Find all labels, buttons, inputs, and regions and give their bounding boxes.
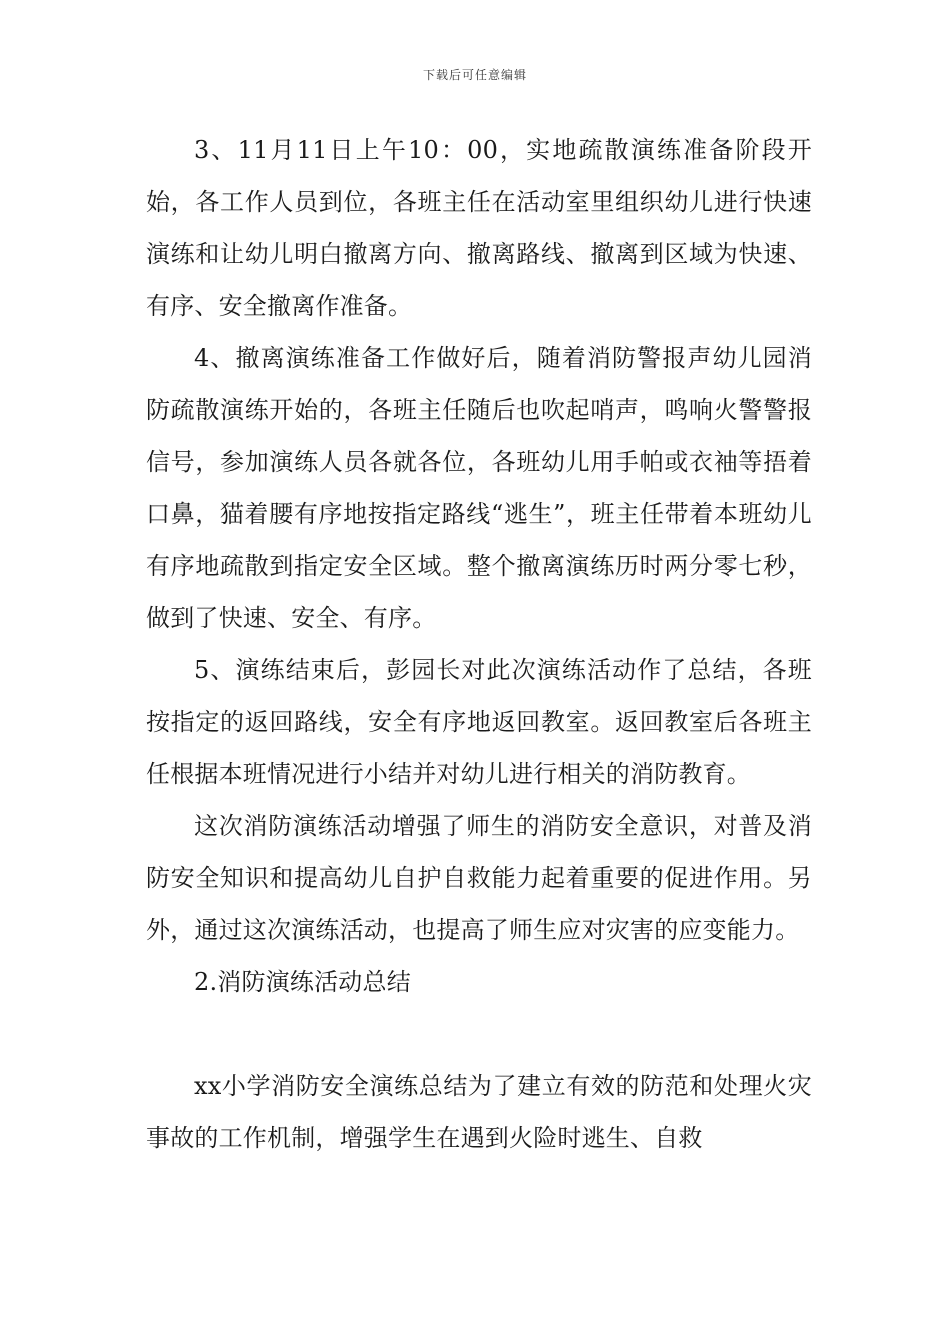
paragraph-step-3: 3、11月11日上午10：00，实地疏散演练准备阶段开始，各工作人员到位，各班主任在活动室里组织幼儿进行快速演练和让幼儿明白撤离方向、撤离路线、撤离到区域为快速、有序、安全撤离作准备。 (146, 136, 812, 320)
paragraph-step-5: 5、演练结束后，彭园长对此次演练活动作了总结，各班按指定的返回路线，安全有序地返回教室。返回教室后各班主任根据本班情况进行小结并对幼儿进行相关的消防教育。 (146, 656, 812, 788)
page-header: 下载后可任意编辑 (422, 68, 527, 82)
document-body (146, 124, 812, 1164)
section-heading: 2.消防演练活动总结 (194, 968, 411, 996)
paragraph-school-summary: xx小学消防安全演练总结为了建立有效的防范和处理火灾事故的工作机制，增强学生在遇到火险时逃生、自救 (146, 1072, 812, 1152)
paragraph-step-4: 4、撤离演练准备工作做好后，随着消防警报声幼儿园消防疏散演练开始的，各班主任随后也吹起哨声，鸣响火警警报信号，参加演练人员各就各位，各班幼儿用手帕或衣袖等捂着口鼻，猫着腰有序地按指定路线“逃生”，班主任带着本班幼儿有序地疏散到指定安全区域。整个撤离演练历时两分零七秒，做到了快速、安全、有序。 (146, 344, 812, 632)
section-spacer (146, 1008, 812, 1060)
paragraph-summary: 这次消防演练活动增强了师生的消防安全意识，对普及消防安全知识和提高幼儿自护自救能力起着重要的促进作用。另外，通过这次演练活动，也提高了师生应对灾害的应变能力。 (146, 812, 812, 944)
